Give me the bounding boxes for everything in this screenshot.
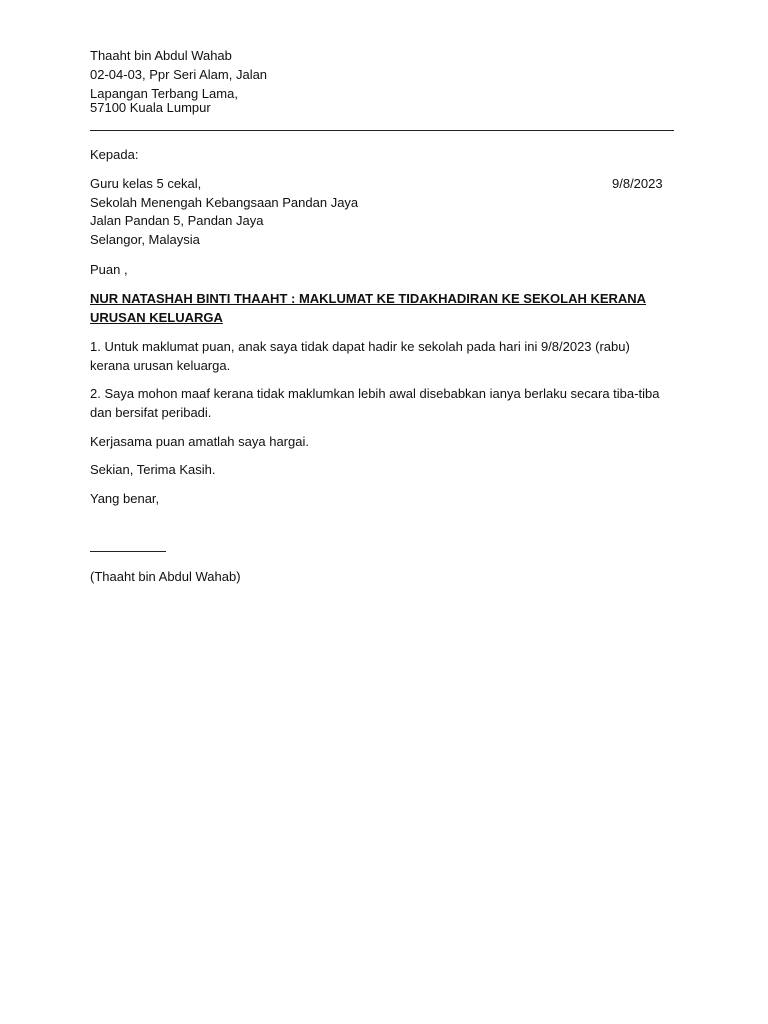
closing: Yang benar,	[90, 491, 160, 506]
sender-address-line-3: 57100 Kuala Lumpur	[90, 100, 211, 115]
recipient-line-4: Selangor, Malaysia	[90, 232, 200, 247]
body-paragraph-2-line-1: 2. Saya mohon maaf kerana tidak maklumkan lebih awal disebabkan ianya berlaku secara tiba-tiba	[90, 386, 660, 401]
recipient-line-2: Sekolah Menengah Kebangsaan Pandan Jaya	[90, 195, 359, 210]
sender-address-line-2: Lapangan Terbang Lama,	[90, 86, 238, 101]
recipient-label: Kepada:	[90, 147, 139, 162]
subject-line-2: URUSAN KELUARGA	[90, 310, 223, 325]
signature-line	[90, 551, 166, 552]
signature-name: (Thaaht bin Abdul Wahab)	[90, 569, 241, 584]
body-paragraph-1-line-2: kerana urusan keluarga.	[90, 358, 231, 373]
salutation: Puan ,	[90, 262, 128, 277]
body-paragraph-2-line-2: dan bersifat peribadi.	[90, 405, 212, 420]
recipient-line-3: Jalan Pandan 5, Pandan Jaya	[90, 213, 264, 228]
letter-date: 9/8/2023	[612, 176, 663, 191]
recipient-line-1: Guru kelas 5 cekal,	[90, 176, 202, 191]
sender-name: Thaaht bin Abdul Wahab	[90, 48, 232, 63]
body-paragraph-4: Sekian, Terima Kasih.	[90, 462, 216, 477]
body-paragraph-1-line-1: 1. Untuk maklumat puan, anak saya tidak dapat hadir ke sekolah pada hari ini 9/8/2023 (rabu)	[90, 339, 630, 354]
header-divider	[90, 130, 674, 131]
subject-line-1: NUR NATASHAH BINTI THAAHT : MAKLUMAT KE TIDAKHADIRAN KE SEKOLAH KERANA	[90, 291, 647, 306]
sender-address-line-1: 02-04-03, Ppr Seri Alam, Jalan	[90, 67, 268, 82]
body-paragraph-3: Kerjasama puan amatlah saya hargai.	[90, 434, 309, 449]
